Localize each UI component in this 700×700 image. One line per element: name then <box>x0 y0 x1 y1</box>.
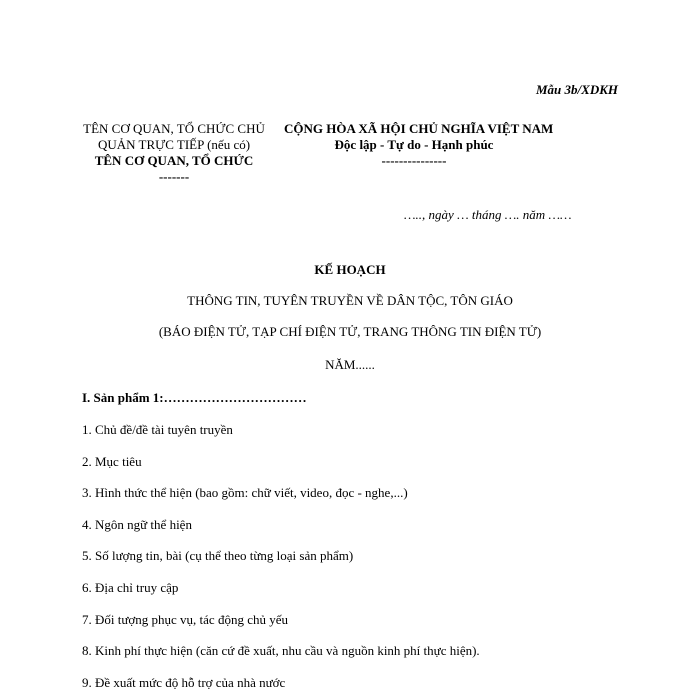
national-header <box>284 121 554 169</box>
list-item: 7. Đối tượng phục vụ, tác động chủ yếu <box>82 612 288 627</box>
place-date-line: ….., ngày … tháng …. năm …… <box>404 207 572 222</box>
national-motto: Độc lập - Tự do - Hạnh phúc <box>334 137 494 152</box>
list-item: 5. Số lượng tin, bài (cụ thể theo từng loại sản phẩm) <box>82 548 354 563</box>
document-channels: (BÁO ĐIỆN TỬ, TẠP CHÍ ĐIỆN TỬ, TRANG THÔNG TIN ĐIỆN TỬ) <box>158 324 542 339</box>
document-subject: THÔNG TIN, TUYÊN TRUYỀN VỀ DÂN TỘC, TÔN GIÁO <box>187 293 513 308</box>
document-type: KẾ HOẠCH <box>314 262 386 277</box>
motto-separator: --------------- <box>381 153 447 168</box>
section-heading: I. Sản phẩm 1:…………………………… <box>82 390 307 405</box>
list-item: 4. Ngôn ngữ thể hiện <box>82 517 192 532</box>
issuing-agency-header <box>76 121 272 185</box>
parent-agency-name: TÊN CƠ QUAN, TỔ CHỨC CHỦ QUẢN TRỰC TIẾP (nếu có) <box>83 121 265 152</box>
agency-name: TÊN CƠ QUAN, TỔ CHỨC <box>94 153 254 168</box>
list-item: 1. Chủ đề/đề tài tuyên truyền <box>82 422 233 437</box>
list-item: 9. Đề xuất mức độ hỗ trợ của nhà nước <box>82 675 286 690</box>
list-item: 8. Kinh phí thực hiện (căn cứ đề xuất, nhu cầu và nguồn kinh phí thực hiện). <box>82 643 480 658</box>
form-code: Mẫu 3b/XDKH <box>536 82 618 97</box>
list-item: 3. Hình thức thể hiện (bao gồm: chữ viết, video, đọc - nghe,...) <box>82 485 408 500</box>
agency-separator: ------- <box>158 169 190 184</box>
list-item: 2. Mục tiêu <box>82 454 142 469</box>
nation-name: CỘNG HÒA XÃ HỘI CHỦ NGHĨA VIỆT NAM <box>284 121 554 136</box>
document-year: NĂM...... <box>325 357 375 372</box>
list-item: 6. Địa chỉ truy cập <box>82 580 179 595</box>
